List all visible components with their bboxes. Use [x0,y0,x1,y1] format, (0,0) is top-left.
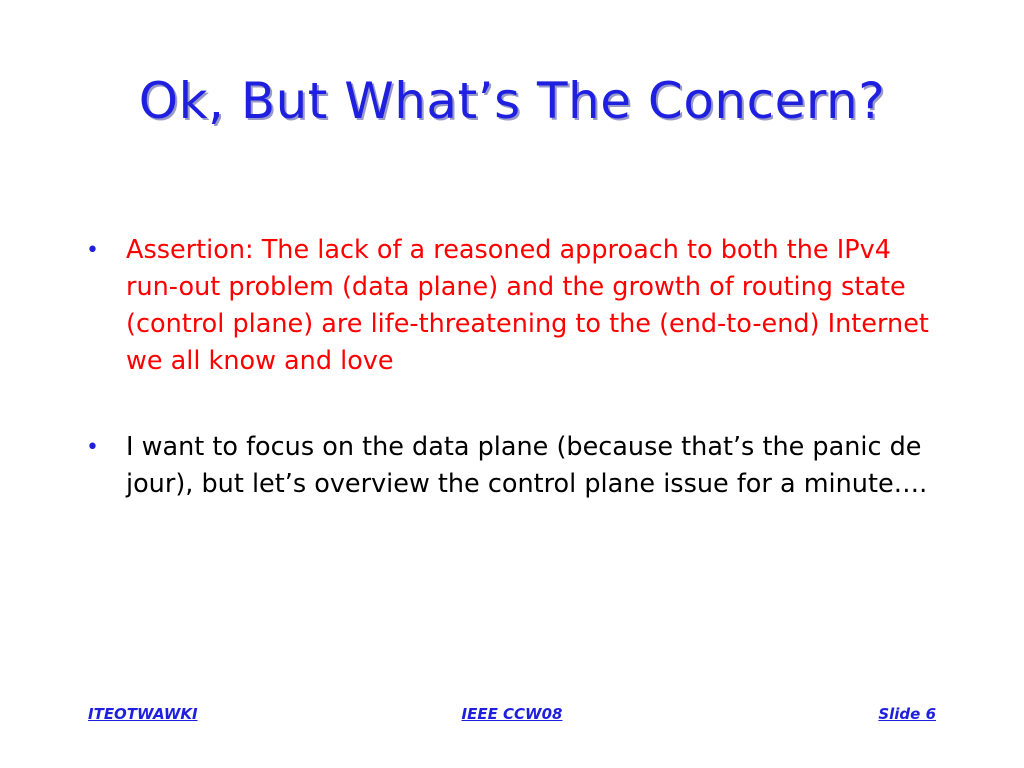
bullet-item-focus [86,429,936,503]
slide-number: Slide 6 [878,705,936,723]
footer-center-text: IEEE CCW08 [461,705,563,723]
bullet-item-assertion [86,232,936,380]
bullet-list [86,232,936,503]
slide-title: Ok, But What’s The Concern? [138,72,886,130]
bullet-text: I want to focus on the data plane (because that’s the panic de jour), but let’s overview the control plane issue for a minute…. [126,432,928,499]
bullet-marker-icon: • [86,238,99,263]
bullet-marker-icon: • [86,435,99,460]
bullet-text: Assertion: The lack of a reasoned approach to both the IPv4 run-out problem (data plane) and the growth of routing state (control plane) are life-threatening to the (end-to-end) Internet we all know and love [126,235,929,376]
footer-left-text: ITEOTWAWKI [88,705,198,723]
